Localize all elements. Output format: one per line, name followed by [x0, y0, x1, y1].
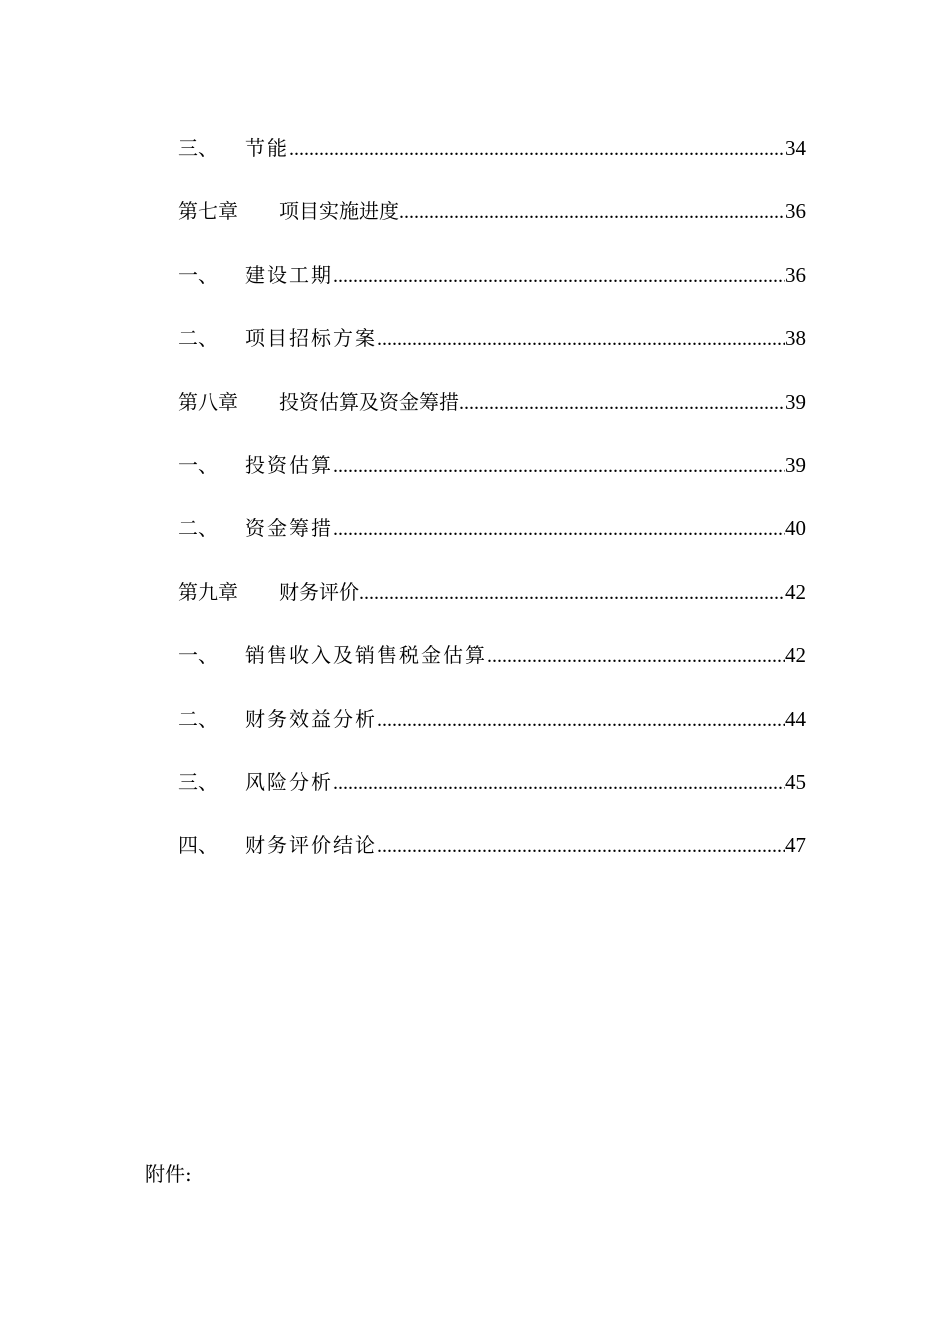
toc-entry-number: 二、	[178, 706, 218, 731]
toc-entry-page: 36	[785, 199, 806, 224]
toc-entry-page: 39	[785, 389, 806, 414]
toc-entry-title: 销售收入及销售税金估算	[245, 643, 487, 668]
toc-entry-title: 投资估算及资金筹措	[279, 389, 459, 414]
toc-entry[interactable]	[178, 322, 806, 385]
toc-dot-leader	[333, 772, 785, 795]
toc-entry-title: 风险分析	[245, 769, 333, 794]
toc-entry-title: 财务评价	[279, 579, 359, 604]
toc-entry[interactable]	[178, 829, 806, 892]
toc-entry-page: 45	[785, 769, 806, 794]
toc-entry-number: 二、	[178, 326, 218, 351]
toc-entry-number: 一、	[178, 452, 218, 477]
toc-entry-number: 四、	[178, 833, 218, 858]
toc-entry-page: 38	[785, 326, 806, 351]
attachment-label: 附件:	[145, 1162, 192, 1186]
toc-entry-number: 第七章	[178, 199, 238, 224]
toc-entry[interactable]	[178, 512, 806, 575]
toc-entry-title: 项目招标方案	[245, 326, 377, 351]
toc-entry-title: 资金筹措	[245, 516, 333, 541]
toc-dot-leader	[333, 518, 785, 541]
toc-dot-leader	[333, 265, 785, 288]
toc-entry-page: 34	[785, 136, 806, 160]
toc-entry-number: 二、	[178, 516, 218, 541]
toc-entry-number: 三、	[178, 769, 218, 794]
toc-dot-leader	[459, 392, 785, 415]
toc-entry[interactable]	[178, 639, 806, 702]
toc-dot-leader	[487, 645, 785, 668]
toc-dot-leader	[333, 455, 785, 478]
toc-entry-page: 47	[785, 833, 806, 858]
toc-entry[interactable]	[178, 195, 806, 258]
toc-entry-title: 节能	[245, 136, 289, 160]
toc-entry-page: 36	[785, 262, 806, 287]
toc-dot-leader	[399, 201, 785, 224]
toc-entry[interactable]	[178, 386, 806, 449]
toc-dot-leader	[377, 835, 785, 858]
toc-entry[interactable]	[178, 703, 806, 766]
toc-entry[interactable]	[178, 259, 806, 322]
toc-entry-title: 投资估算	[245, 452, 333, 477]
toc-entry-number: 第九章	[178, 579, 238, 604]
toc-entry-number: 第八章	[178, 389, 238, 414]
toc-entry-title: 财务效益分析	[245, 706, 377, 731]
toc-entry[interactable]	[178, 449, 806, 512]
toc-entry-number: 一、	[178, 262, 218, 287]
toc-dot-leader	[359, 582, 785, 605]
toc-entry-title: 财务评价结论	[245, 833, 377, 858]
toc-entry-number: 三、	[178, 136, 218, 160]
toc-dot-leader	[377, 709, 785, 732]
toc-entry[interactable]	[178, 766, 806, 829]
toc-dot-leader	[377, 328, 785, 351]
toc-dot-leader	[289, 138, 785, 161]
toc-entry[interactable]	[178, 576, 806, 639]
toc-entry-page: 40	[785, 516, 806, 541]
toc-entry-page: 42	[785, 643, 806, 668]
toc-entry-title: 建设工期	[245, 262, 333, 287]
toc-entry-number: 一、	[178, 643, 218, 668]
table-of-contents	[178, 132, 806, 893]
toc-entry-title: 项目实施进度	[279, 199, 399, 224]
toc-entry-page: 42	[785, 579, 806, 604]
toc-entry[interactable]	[178, 132, 806, 195]
toc-entry-page: 39	[785, 452, 806, 477]
toc-entry-page: 44	[785, 706, 806, 731]
